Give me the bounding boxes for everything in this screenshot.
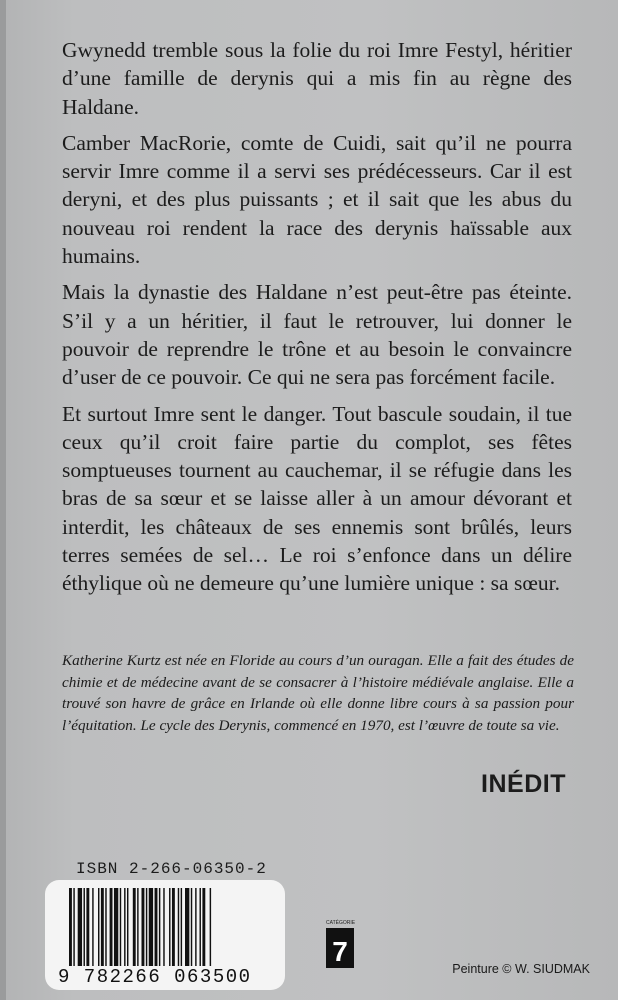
- barcode-bar: [98, 888, 99, 966]
- barcode-bar: [73, 888, 74, 966]
- barcode-bar: [105, 888, 106, 966]
- barcode-bar: [110, 888, 113, 966]
- blurb-paragraph-2: Camber MacRorie, comte de Cuidi, sait qu’il ne pourra servir Imre comme il a servi ses prédécesseurs. Car il est deryni, et des plus puissants ; et il sait que les abus du nouveau roi rendent la race des derynis haïssable aux humains.: [62, 130, 572, 269]
- category-badge: [326, 920, 356, 968]
- painting-credit: Peinture © W. SIUDMAK: [452, 962, 590, 976]
- barcode-bar: [169, 888, 170, 966]
- category-number: 7: [332, 936, 348, 967]
- barcode-bar: [114, 888, 118, 966]
- category-label: CATÉGORIE: [326, 920, 356, 926]
- barcode-bar: [146, 888, 147, 966]
- author-bio: Katherine Kurtz est née en Floride au cours d’un ouragan. Elle a fait des études de chimie et de médecine avant de se consacrer à l’histoire médiévale anglaise. Elle a trouvé son havre de grâce en Irlande où elle donne libre cours à sa passion pour l’équitation. Le cycle des Derynis, commencé en 1970, est l’œuvre de toute sa vie.: [62, 652, 574, 734]
- barcode-bar: [155, 888, 158, 966]
- barcode-bar: [124, 888, 125, 966]
- cover-edge: [0, 0, 6, 1000]
- blurb-paragraph-1: Gwynedd tremble sous la folie du roi Imre Festyl, héritier d’une famille de derynis qui a mis fin au règne des Haldane.: [62, 38, 572, 119]
- inedit-badge: INÉDIT: [481, 770, 566, 798]
- barcode-bar: [202, 888, 205, 966]
- barcode-bar: [137, 888, 138, 966]
- barcode-bar: [101, 888, 104, 966]
- barcode-bar: [149, 888, 153, 966]
- blurb-paragraph-3: Mais la dynastie des Haldane n’est peut-être pas éteinte. S’il y a un héritier, il faut le retrouver, lui donner le pouvoir de reprendre le trône et au besoin le convaincre d’user de ce pouvoir. Ce qui ne sera pas forcément facile.: [62, 280, 572, 390]
- barcode-bar: [84, 888, 85, 966]
- isbn-label: ISBN 2-266-06350-2: [76, 860, 267, 878]
- ean-number: 9 782266 063500: [58, 966, 252, 988]
- barcode-bar: [200, 888, 201, 966]
- barcode-bar: [191, 888, 192, 966]
- barcode-icon: [67, 888, 263, 966]
- barcode-bar: [133, 888, 136, 966]
- barcode-bar: [210, 888, 211, 966]
- barcode-bar: [78, 888, 82, 966]
- barcode-bar: [127, 888, 128, 966]
- barcode-bar: [178, 888, 179, 966]
- barcode-bar: [142, 888, 145, 966]
- barcode-bar: [86, 888, 89, 966]
- barcode-bar: [181, 888, 182, 966]
- barcode-bar: [92, 888, 93, 966]
- barcode-bar: [163, 888, 164, 966]
- blurb-paragraph-4: Et surtout Imre sent le danger. Tout bascule soudain, il tue ceux qu’il croit faire partie du complot, ses fêtes somptueuses tournent au cauchemar, il se réfugie dans les bras de sa sœur et se laisse aller à un amour dévorant et interdit, les châteaux de ses ennemis sont brûlés, leurs terres semées de sel… Le roi s’enfonce dans un délire éthylique où ne demeure qu’une lumière unique : sa sœur.: [62, 401, 572, 596]
- barcode-bar: [172, 888, 175, 966]
- barcode-bar: [195, 888, 196, 966]
- blurb-text: [62, 36, 572, 606]
- barcode-bar: [69, 888, 72, 966]
- barcode-bar: [185, 888, 189, 966]
- barcode-bar: [159, 888, 160, 966]
- barcode-bar: [120, 888, 121, 966]
